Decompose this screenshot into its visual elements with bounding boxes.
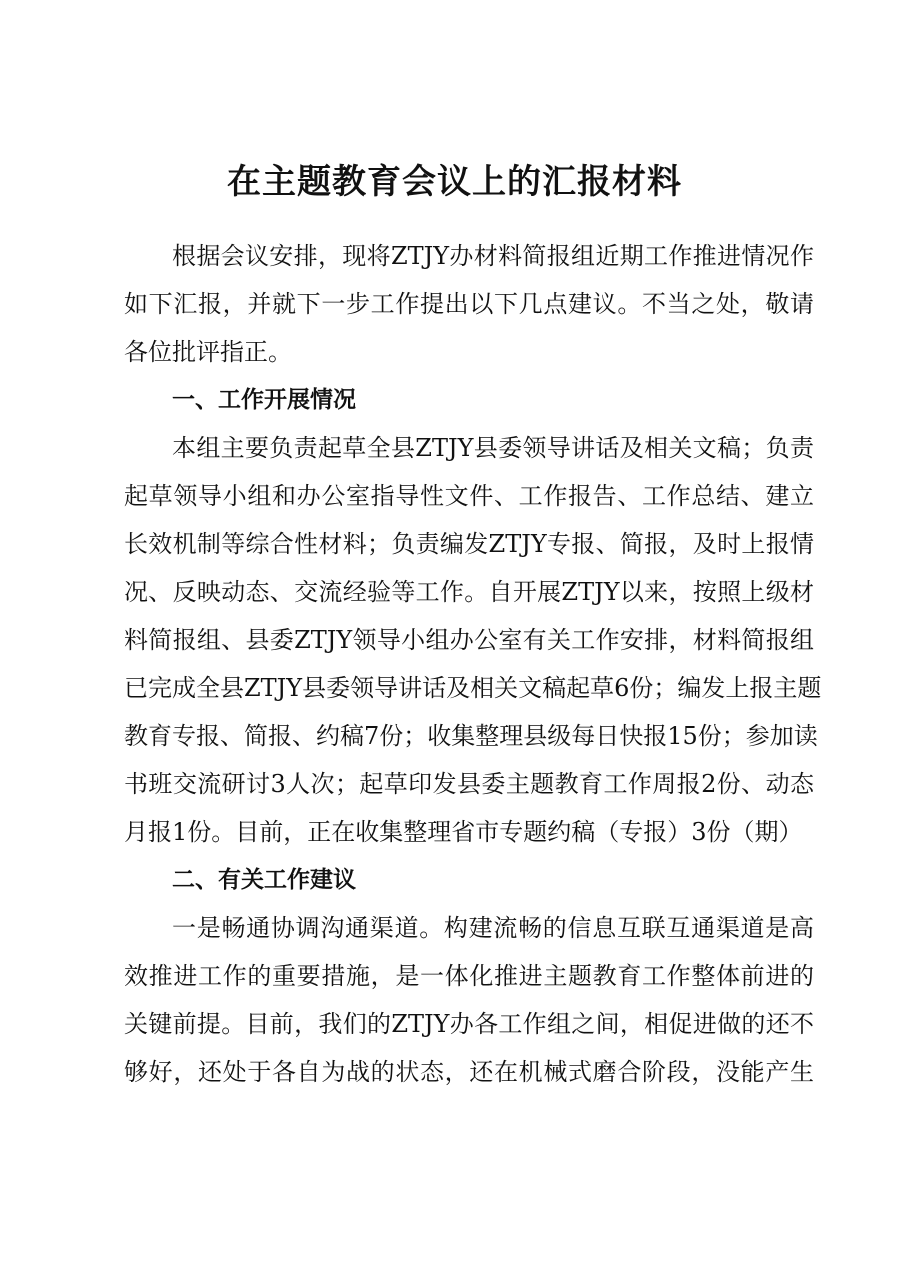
paragraph-line: 长效机制等综合性材料；负责编发ZTJY专报、简报，及时上报情 bbox=[124, 530, 814, 558]
paragraph-line: 效推进工作的重要措施，是一体化推进主题教育工作整体前进的 bbox=[124, 962, 814, 990]
document-body bbox=[124, 232, 822, 1096]
paragraph-line: 如下汇报，并就下一步工作提出以下几点建议。不当之处，敬请 bbox=[124, 290, 814, 318]
paragraph-line: 关键前提。目前，我们的ZTJY办各工作组之间，相促进做的还不 bbox=[124, 1010, 814, 1038]
paragraph-line: 够好，还处于各自为战的状态，还在机械式磨合阶段，没能产生 bbox=[124, 1058, 814, 1086]
document-title: 在主题教育会议上的汇报材料 bbox=[227, 162, 682, 202]
paragraph-line: 月报1份。目前，正在收集整理省市专题约稿（专报）3份（期） bbox=[124, 818, 803, 846]
section-heading-suggestions: 二、有关工作建议 bbox=[172, 867, 356, 893]
paragraph-line: 料简报组、县委ZTJY领导小组办公室有关工作安排，材料简报组 bbox=[124, 626, 814, 654]
paragraph-line: 书班交流研讨3人次；起草印发县委主题教育工作周报2份、动态 bbox=[124, 770, 814, 798]
paragraph-line: 根据会议安排，现将ZTJY办材料简报组近期工作推进情况作 bbox=[172, 242, 814, 270]
paragraph-line: 一是畅通协调沟通渠道。构建流畅的信息互联互通渠道是高 bbox=[172, 914, 814, 942]
paragraph-line: 本组主要负责起草全县ZTJY县委领导讲话及相关文稿；负责 bbox=[172, 434, 814, 462]
section-heading-work-progress: 一、工作开展情况 bbox=[172, 387, 356, 413]
paragraph-line: 况、反映动态、交流经验等工作。自开展ZTJY以来，按照上级材 bbox=[124, 578, 814, 606]
paragraph-line: 教育专报、简报、约稿7份；收集整理县级每日快报15份；参加读 bbox=[124, 722, 818, 750]
paragraph-line: 起草领导小组和办公室指导性文件、工作报告、工作总结、建立 bbox=[124, 482, 814, 510]
paragraph-line: 各位批评指正。 bbox=[124, 338, 292, 366]
paragraph-line: 已完成全县ZTJY县委领导讲话及相关文稿起草6份；编发上报主题 bbox=[124, 674, 822, 702]
